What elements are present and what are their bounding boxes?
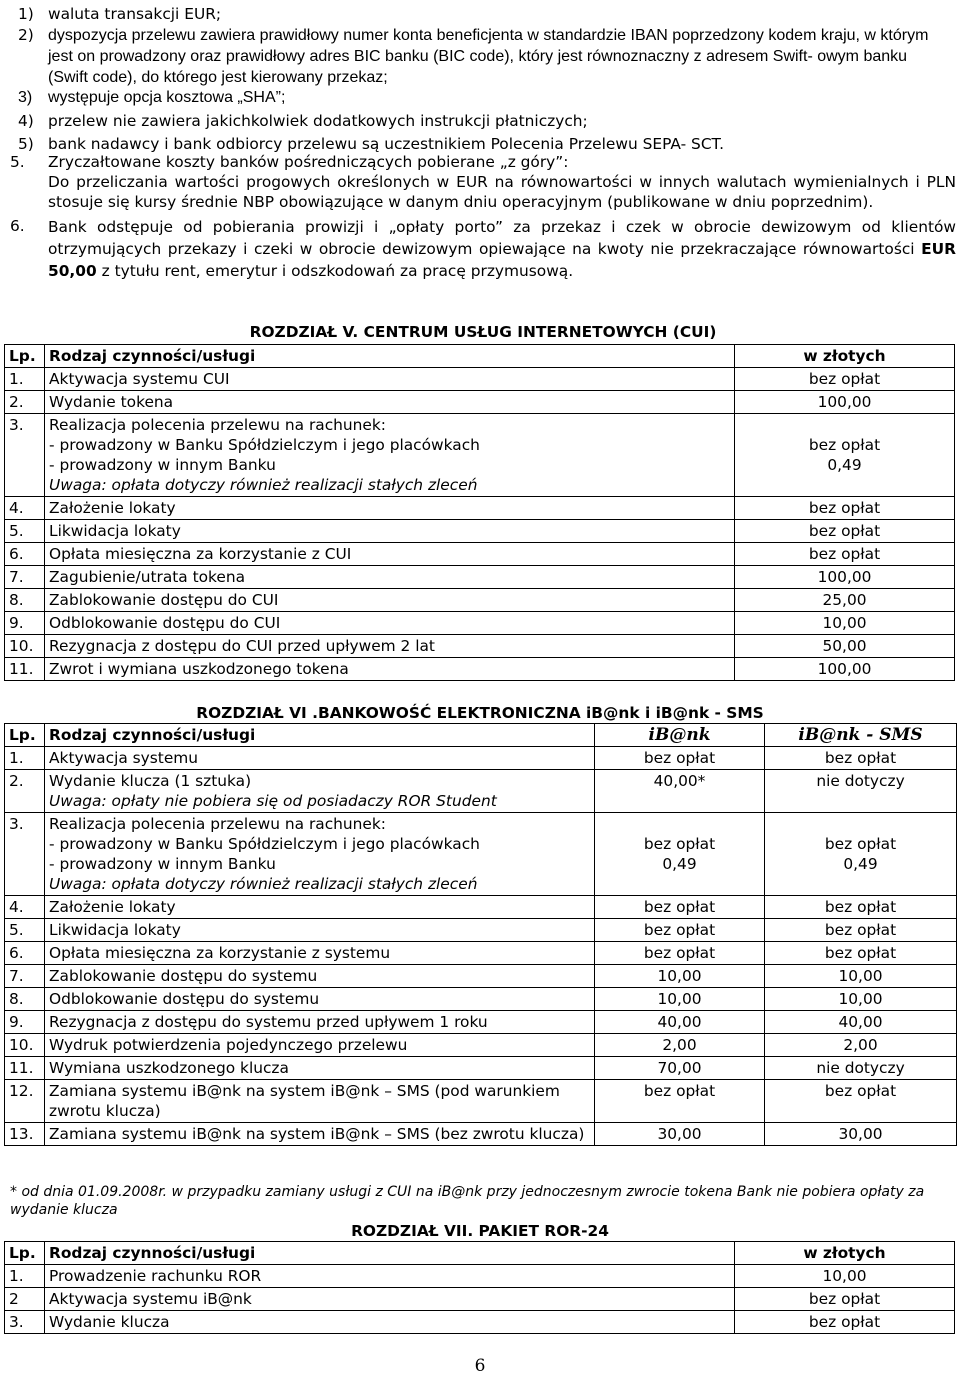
table-row: 12. Zamiana systemu iB@nk na system iB@nk – SMS (pod warunkiem zwrotu klucza) bez opłat bez opłat: [5, 1080, 957, 1123]
table-row: 6. Opłata miesięczna za korzystanie z CUI bez opłat: [5, 543, 955, 566]
sepa-condition-item: 4) przelew nie zawiera jakichkolwiek dodatkowych instrukcji płatniczych;: [18, 112, 588, 130]
table-row: 13. Zamiana systemu iB@nk na system iB@nk – SMS (bez zwrotu klucza) 30,00 30,00: [5, 1123, 957, 1146]
sepa-condition-item: 1) waluta transakcji EUR;: [18, 5, 222, 23]
table-row: 3. Realizacja polecenia przelewu na rachunek: - prowadzony w Banku Spółdzielczym i jego placówkach - prowadzony w innym Banku Uwaga: opłata dotyczy również realizacji stałych zleceń bez opłat 0,49 bez opłat 0,49: [5, 813, 957, 896]
point-5-text: Do przeliczania wartości progowych określonych w EUR na równowartości w innych walutach wymienialnych i PLN stosuje się kursy średnie NBP obowiązujące w danym dniu operacyjnym (publikowane w dniu poprzednim).: [48, 173, 956, 211]
table-header-row: Lp. Rodzaj czynności/usługi w złotych: [5, 1242, 955, 1265]
table-row: 5. Likwidacja lokaty bez opłat: [5, 520, 955, 543]
table-row: 1. Aktywacja systemu bez opłat bez opłat: [5, 747, 957, 770]
table-header-row: Lp. Rodzaj czynności/usługi iB@nk iB@nk - SMS: [5, 724, 957, 747]
table-row: 8. Odblokowanie dostępu do systemu 10,00 10,00: [5, 988, 957, 1011]
table-row: 4. Założenie lokaty bez opłat: [5, 497, 955, 520]
sepa-condition-item: 3) występuje opcja kosztowa „SHA”;: [18, 89, 286, 106]
sepa-condition-item: 2) dyspozycja przelewu zawiera prawidłowy numer konta beneficjenta w standardzie IBAN poprzedzony kodem kraju, w którym jest on prowadzony oraz prawidłowy adres BIC banku (BIC code), który jest równoznaczny z adresem Swift- owym banku (Swift code), do którego jest kierowany przekaz;: [18, 26, 929, 86]
table-row: 11. Zwrot i wymiana uszkodzonego tokena 100,00: [5, 658, 955, 681]
table-row: 7. Zablokowanie dostępu do systemu 10,00 10,00: [5, 965, 957, 988]
point-5-title: Zryczałtowane koszty banków pośredniczących pobierane „z góry”:: [48, 153, 569, 171]
section-5-title: ROZDZIAŁ V. CENTRUM USŁUG INTERNETOWYCH (CUI): [249, 323, 717, 341]
section-6-title: ROZDZIAŁ VI .BANKOWOŚĆ ELEKTRONICZNA iB@nk i iB@nk - SMS: [196, 704, 764, 722]
table-row: 3. Realizacja polecenia przelewu na rachunek: - prowadzony w Banku Spółdzielczym i jego placówkach - prowadzony w innym Banku Uwaga: opłata dotyczy również realizacji stałych zleceń bez opłat 0,49: [5, 414, 955, 497]
table-row: 2. Wydanie klucza (1 sztuka) Uwaga: opłaty nie pobiera się od posiadaczy ROR Student 40,00* nie dotyczy: [5, 770, 957, 813]
table-row: 9. Odblokowanie dostępu do CUI 10,00: [5, 612, 955, 635]
table-row: 5. Likwidacja lokaty bez opłat bez opłat: [5, 919, 957, 942]
table-row: 6. Opłata miesięczna za korzystanie z systemu bez opłat bez opłat: [5, 942, 957, 965]
table-row: 10. Wydruk potwierdzenia pojedynczego przelewu 2,00 2,00: [5, 1034, 957, 1057]
section-7-title: ROZDZIAŁ VII. PAKIET ROR-24: [351, 1222, 609, 1240]
footnote: * od dnia 01.09.2008r. w przypadku zamiany usługi z CUI na iB@nk przy jednoczesnym zwrocie tokena Bank nie pobiera opłaty za wydanie klucza: [10, 1184, 925, 1218]
cui-fee-table: [4, 344, 955, 681]
point-6-text: Bank odstępuje od pobierania prowizji i „opłaty porto” za przekaz i czek w obrocie dewizowym od klientów otrzymujących przekazy i czeki w obrocie dewizowym opiewające na kwoty nie przekraczające równowartości: [48, 218, 956, 258]
table-row: 10. Rezygnacja z dostępu do CUI przed upływem 2 lat 50,00: [5, 635, 955, 658]
table-row: 9. Rezygnacja z dostępu do systemu przed upływem 1 roku 40,00 40,00: [5, 1011, 957, 1034]
ibank-fee-table: [4, 723, 957, 1146]
point-6: 6. Bank odstępuje od pobierania prowizji i „opłaty porto” za przekaz i czek w obrocie dewizowym od klientów otrzymujących przekazy i czeki w obrocie dewizowym opiewające na kwoty nie przekraczające równowartości EUR 50,00 z tytułu rent, emerytur i odszkodowań za pracę przymusową.: [10, 217, 956, 280]
table-row: 2. Wydanie tokena 100,00: [5, 391, 955, 414]
table-header-row: Lp. Rodzaj czynności/usługi w złotych: [5, 345, 955, 368]
table-row: 2 Aktywacja systemu iB@nk bez opłat: [5, 1288, 955, 1311]
table-row: 8. Zablokowanie dostępu do CUI 25,00: [5, 589, 955, 612]
table-row: 3. Wydanie klucza bez opłat: [5, 1311, 955, 1334]
table-row: 11. Wymiana uszkodzonego klucza 70,00 nie dotyczy: [5, 1057, 957, 1080]
page-number: 6: [474, 1356, 486, 1376]
ror24-fee-table: [4, 1241, 955, 1334]
point-5: 5. Zryczałtowane koszty banków pośredniczących pobierane „z góry”: Do przeliczania wartości progowych określonych w EUR na równowartości w innych walutach wymienialnych i PLN stosuje się kursy średnie NBP obowiązujące w danym dniu operacyjnym (publikowane w dniu poprzednim).: [10, 153, 956, 211]
point-6-amount: EUR 50,00: [48, 240, 956, 280]
sepa-condition-item: 5) bank nadawcy i bank odbiorcy przelewu są uczestnikiem Polecenia Przelewu SEPA- SCT.: [18, 135, 725, 153]
table-row: 4. Założenie lokaty bez opłat bez opłat: [5, 896, 957, 919]
table-row: 7. Zagubienie/utrata tokena 100,00: [5, 566, 955, 589]
table-row: 1. Prowadzenie rachunku ROR 10,00: [5, 1265, 955, 1288]
table-row: 1. Aktywacja systemu CUI bez opłat: [5, 368, 955, 391]
point-6-text-after: z tytułu rent, emerytur i odszkodowań za pracę przymusową.: [101, 262, 574, 280]
